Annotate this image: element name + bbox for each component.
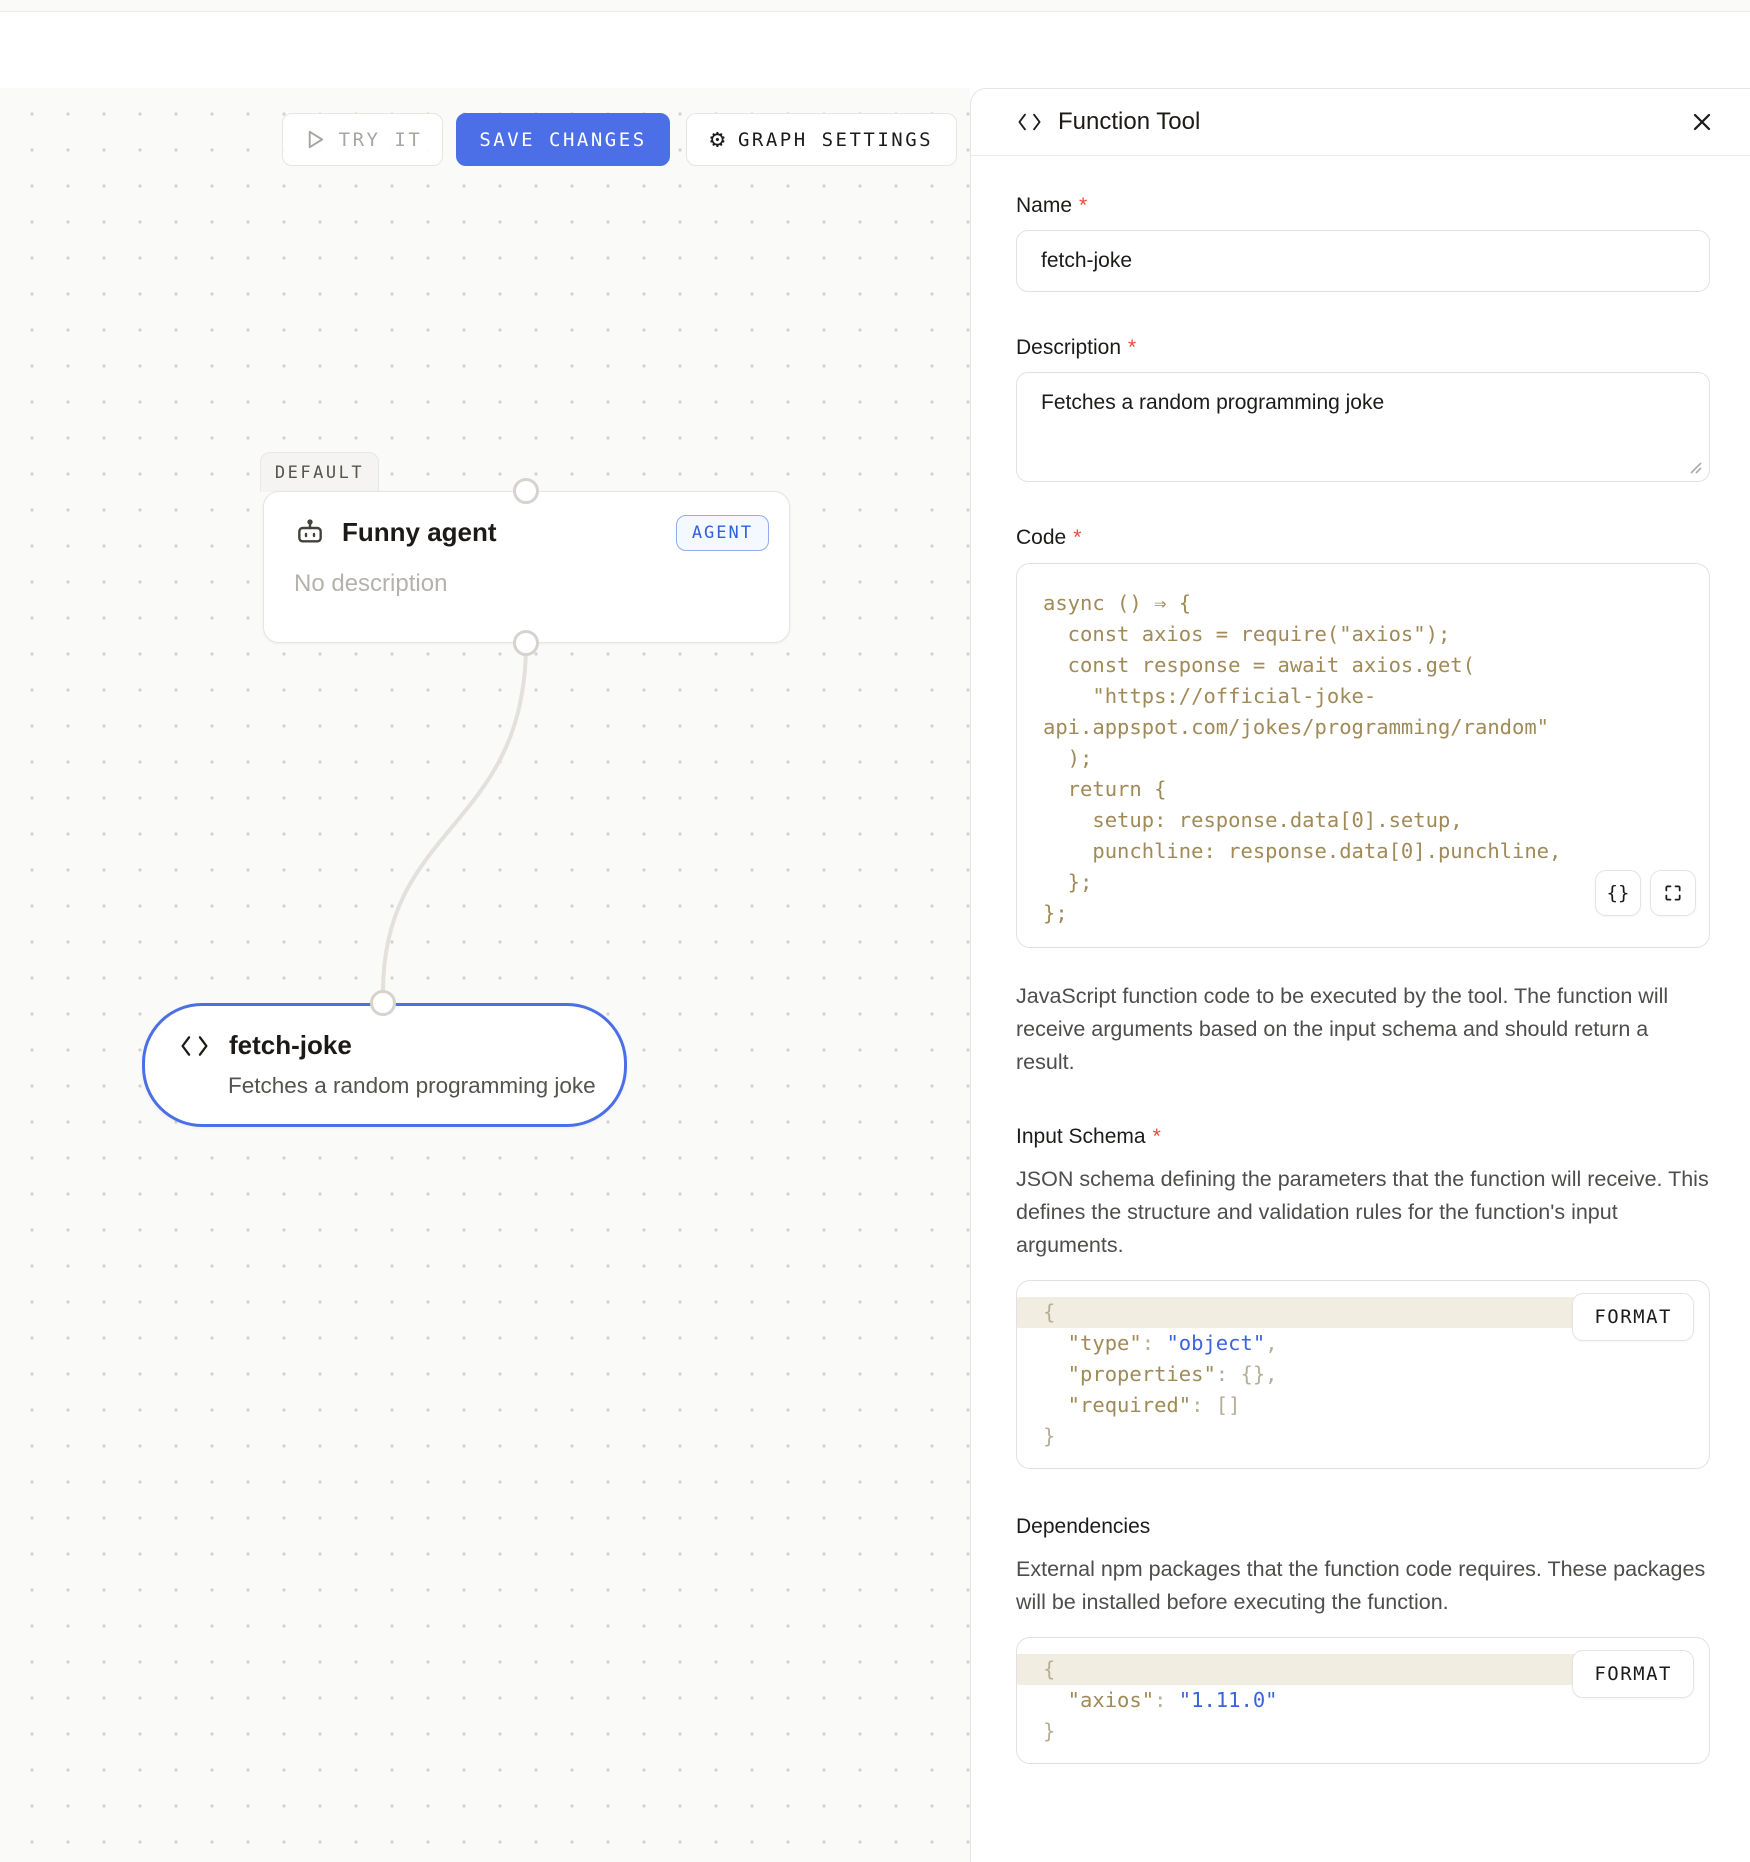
name-input-value: fetch-joke — [1041, 249, 1133, 272]
code-line: ); — [1043, 746, 1093, 770]
format-schema-button[interactable] — [1572, 1293, 1694, 1341]
agent-node-title: Funny agent — [342, 516, 497, 547]
expand-code-button[interactable] — [1650, 870, 1696, 916]
connection-handle-tool-top[interactable] — [370, 990, 396, 1016]
code-line: "properties": {}, — [1043, 1362, 1278, 1386]
panel-header — [971, 89, 1750, 156]
code-label-text: Code — [1016, 526, 1067, 549]
agent-node-description: No description — [294, 570, 448, 597]
code-line: setup: response.data[0].setup, — [1043, 808, 1463, 832]
description-textarea-value: Fetches a random programming joke — [1041, 391, 1385, 414]
code-line: } — [1043, 1424, 1056, 1448]
name-label-text: Name — [1016, 194, 1073, 217]
dependencies-editor[interactable] — [1016, 1637, 1710, 1764]
description-label-text: Description — [1016, 336, 1122, 359]
fullscreen-icon — [1663, 883, 1683, 903]
code-line: punchline: response.data[0].punchline, — [1043, 839, 1562, 863]
required-asterisk: * — [1152, 1125, 1161, 1148]
function-tool-panel — [970, 88, 1750, 1862]
edge-connector — [0, 88, 970, 1862]
try-it-button[interactable] — [282, 113, 443, 166]
input-schema-label — [1016, 1125, 1710, 1149]
try-it-label: TRY IT — [338, 128, 423, 151]
format-button-label: FORMAT — [1594, 1305, 1672, 1328]
group-tab-label: DEFAULT — [274, 462, 365, 483]
code-line: { — [1017, 1297, 1599, 1328]
braces-icon: {} — [1606, 882, 1630, 904]
gear-icon: ⚙︎ — [709, 124, 725, 153]
app-top-strip — [0, 0, 1750, 12]
input-schema-editor[interactable] — [1016, 1280, 1710, 1469]
agent-type-badge — [676, 515, 769, 551]
panel-title: Function Tool — [1058, 108, 1201, 135]
robot-icon — [294, 516, 326, 548]
required-asterisk: * — [1128, 336, 1137, 359]
required-asterisk: * — [1079, 194, 1088, 217]
input-schema-helper-text: JSON schema defining the parameters that the function will receive. This defines the structure and validation rules for the function's input arguments. — [1016, 1167, 1709, 1257]
dependencies-helper-text: External npm packages that the function code requires. These packages will be installed before executing the function. — [1016, 1557, 1706, 1614]
connection-handle-agent-bottom[interactable] — [513, 630, 539, 656]
code-line: }; — [1043, 870, 1093, 894]
code-label — [1016, 526, 1710, 550]
code-line: "https://official-joke- — [1043, 684, 1377, 708]
code-line: async () ⇒ { — [1043, 591, 1192, 615]
dependencies-label: Dependencies — [1016, 1515, 1151, 1538]
description-field-group — [1016, 336, 1710, 482]
code-line: "axios": "1.11.0" — [1043, 1688, 1278, 1712]
code-helper-text: JavaScript function code to be executed by the tool. The function will receive arguments based on the input schema and should return a result. — [1016, 984, 1669, 1074]
connection-handle-agent-top[interactable] — [513, 478, 539, 504]
name-field-group — [1016, 194, 1710, 292]
close-icon — [1690, 110, 1714, 134]
code-line: { — [1017, 1654, 1599, 1685]
code-line: api.appspot.com/jokes/programming/random" — [1043, 715, 1550, 739]
tool-node-fetch-joke[interactable] — [142, 1003, 627, 1127]
format-button-label: FORMAT — [1594, 1662, 1672, 1685]
code-line: const axios = require("axios"); — [1043, 622, 1451, 646]
required-asterisk: * — [1073, 526, 1082, 549]
input-schema-label-text: Input Schema — [1016, 1125, 1146, 1148]
play-icon — [303, 128, 326, 151]
tool-node-description: Fetches a random programming joke — [228, 1073, 596, 1098]
code-line: }; — [1043, 901, 1068, 925]
code-editor-actions — [1595, 870, 1696, 916]
code-line: } — [1043, 1719, 1056, 1743]
code-icon — [1016, 111, 1043, 133]
code-icon — [179, 1033, 210, 1059]
panel-body — [971, 156, 1750, 1804]
close-panel-button[interactable] — [1690, 110, 1714, 134]
graph-settings-button[interactable] — [686, 113, 957, 166]
description-label — [1016, 336, 1710, 360]
save-changes-button[interactable] — [456, 113, 670, 166]
tool-node-title: fetch-joke — [229, 1030, 352, 1060]
name-label — [1016, 194, 1710, 218]
format-code-button[interactable] — [1595, 870, 1641, 916]
graph-settings-label: GRAPH SETTINGS — [737, 128, 934, 151]
resize-handle-icon[interactable] — [1687, 459, 1702, 474]
code-line: const response = await axios.get( — [1043, 653, 1475, 677]
name-input[interactable] — [1016, 230, 1710, 292]
app-top-bar — [0, 12, 1750, 88]
format-dependencies-button[interactable] — [1572, 1650, 1694, 1698]
code-line: "required": [] — [1043, 1393, 1241, 1417]
agent-badge-label: AGENT — [691, 523, 753, 543]
group-tab-default — [260, 452, 379, 492]
description-textarea[interactable] — [1016, 372, 1710, 482]
code-line: return { — [1043, 777, 1167, 801]
graph-canvas[interactable] — [0, 88, 970, 1862]
save-changes-label: SAVE CHANGES — [479, 128, 647, 151]
agent-node-funny-agent[interactable] — [263, 491, 790, 643]
code-line: "type": "object", — [1043, 1331, 1278, 1355]
